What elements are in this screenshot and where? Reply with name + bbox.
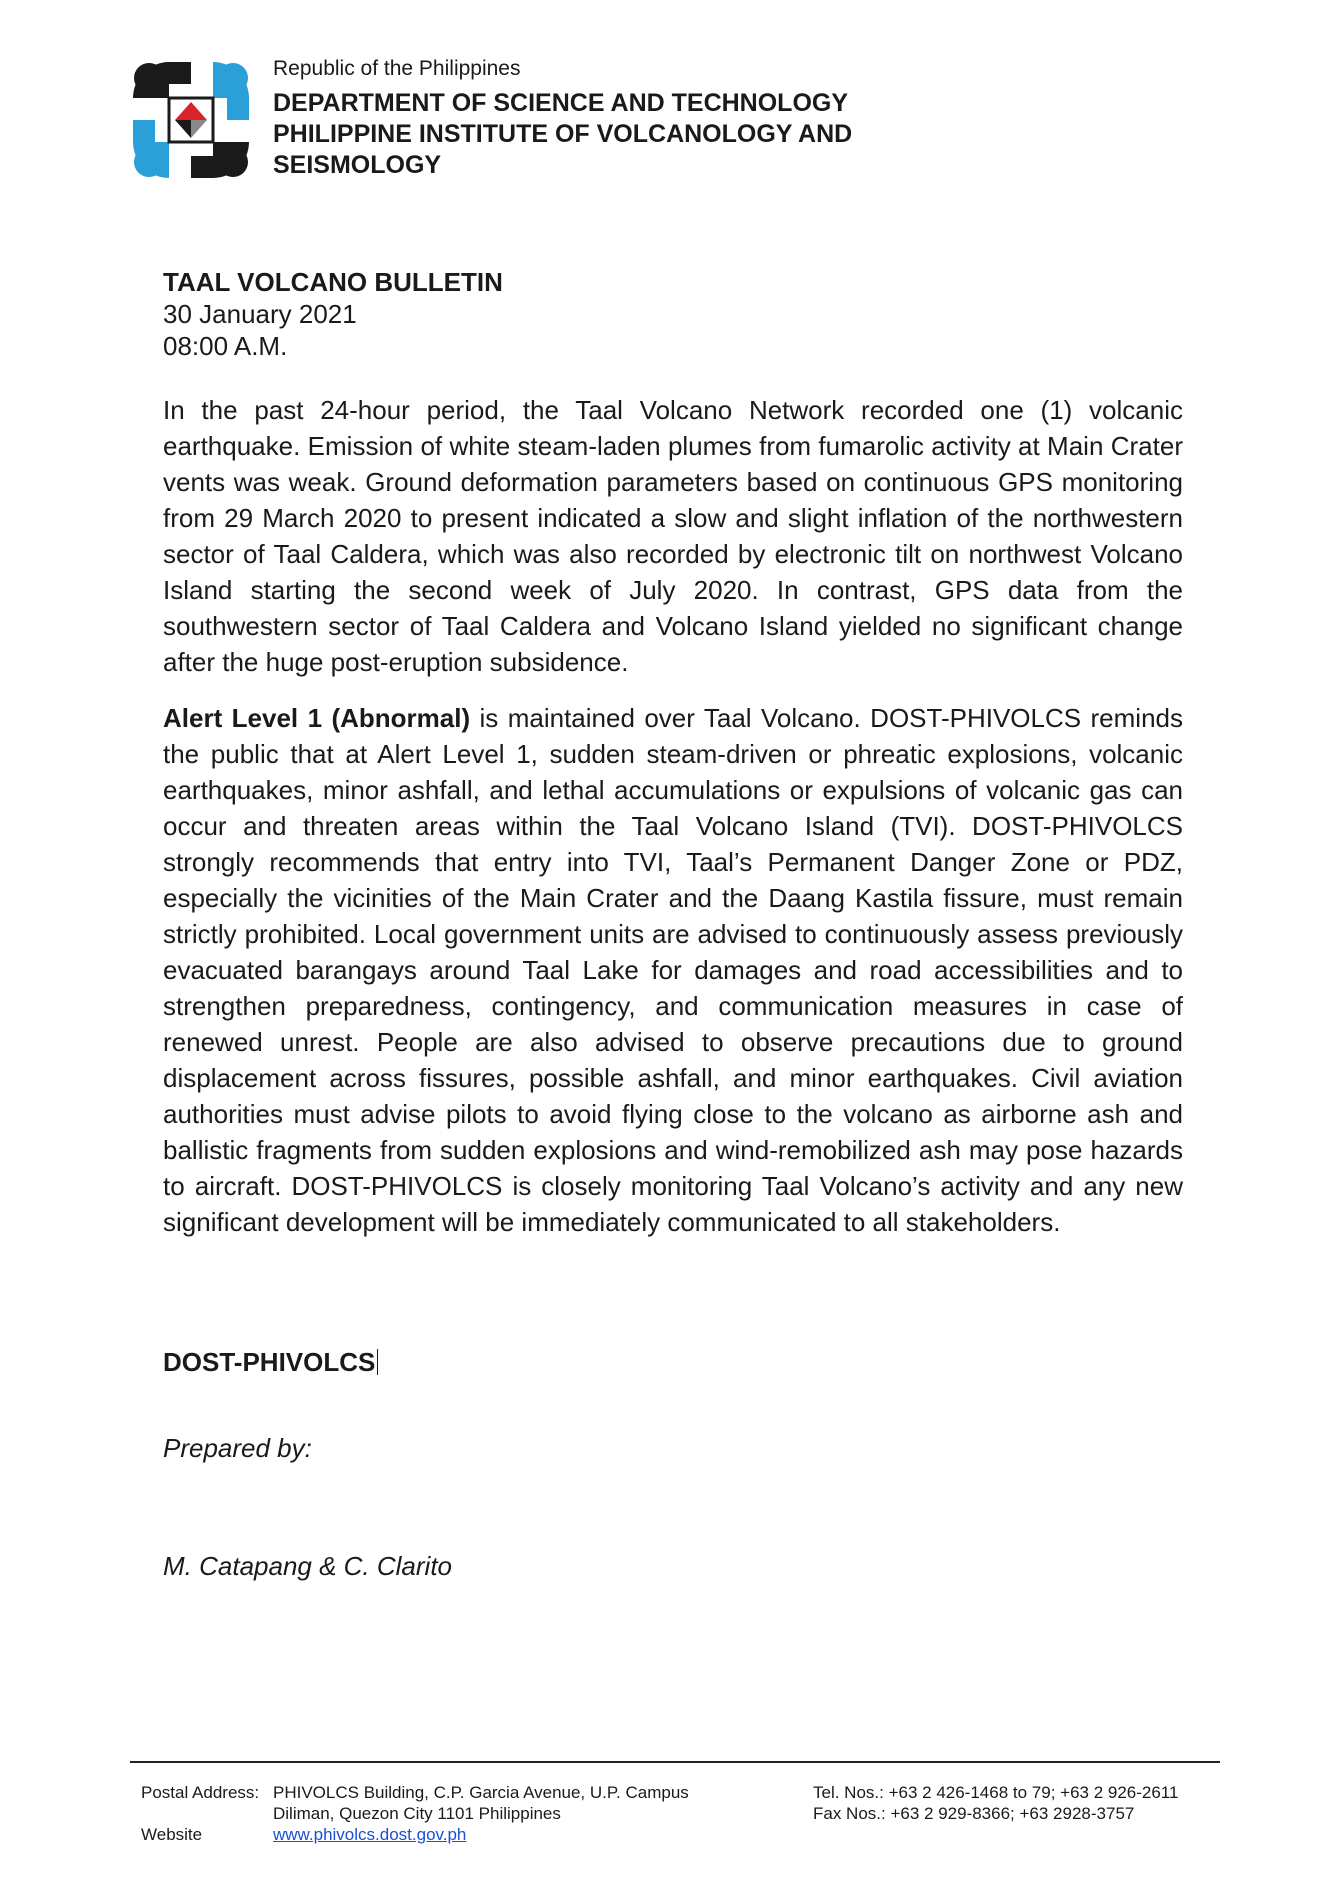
signoff-text: DOST-PHIVOLCS bbox=[163, 1347, 376, 1377]
footer-row-3 bbox=[141, 1824, 1221, 1845]
paragraph-seismic-summary: In the past 24-hour period, the Taal Volcano Network recorded one (1) volcanic earthquake. Emission of white steam-laden plumes from fumarolic activity at Main Crater vents was weak. Ground deformation parameters based on continuous GPS monitoring from 29 March 2020 to present indicated a slow and slight inflation of the northwestern sector of Taal Caldera, which was also recorded by electronic tilt on northwest Volcano Island starting the second week of July 2020. In contrast, GPS data from the southwestern sector of Taal Caldera and Volcano Island yielded no significant change after the huge post-eruption subsidence. bbox=[163, 395, 1183, 677]
phivolcs-logo bbox=[133, 62, 249, 178]
postal-line-2: Diliman, Quezon City 1101 Philippines bbox=[273, 1804, 561, 1823]
department-name: DEPARTMENT OF SCIENCE AND TECHNOLOGY bbox=[273, 89, 849, 117]
fax-numbers: Fax Nos.: +63 2 929-8366; +63 2928-3757 bbox=[813, 1804, 1135, 1823]
tel-numbers: Tel. Nos.: +63 2 426-1468 to 79; +63 2 926-2611 bbox=[813, 1783, 1179, 1802]
bulletin-date: 30 January 2021 bbox=[163, 299, 357, 329]
bulletin-body bbox=[163, 266, 1183, 1608]
bulletin-time: 08:00 A.M. bbox=[163, 331, 288, 361]
postal-line-1: PHIVOLCS Building, C.P. Garcia Avenue, U.P. Campus bbox=[273, 1783, 689, 1802]
prepared-by-label: Prepared by: bbox=[163, 1433, 312, 1463]
letterhead bbox=[273, 56, 973, 181]
footer-row-1 bbox=[141, 1782, 1221, 1803]
alert-level-label: Alert Level 1 (Abnormal) bbox=[163, 703, 471, 733]
authors: M. Catapang & C. Clarito bbox=[163, 1551, 453, 1581]
logo-dot-top-right bbox=[218, 63, 248, 93]
postal-label: Postal Address: bbox=[141, 1783, 260, 1802]
alert-level-body: is maintained over Taal Volcano. DOST-PHIVOLCS reminds the public that at Alert Level 1, sudden steam-driven or phreatic explosions, volcanic earthquakes, minor ashfall, and lethal accumulations or expulsions of volcanic gas can occur and threaten areas within the Taal Volcano Island (TVI). DOST-PHIVOLCS strongly recommends that entry into TVI, Taal’s Permanent Danger Zone or PDZ, especially the vicinities of the Main Crater and the Daang Kastila fissure, must remain strictly prohibited. Local government units are advised to continuously assess previously evacuated barangays around Taal Lake for damages and road accessibilities and to strengthen preparedness, contingency, and communication measures in case of renewed unrest. People are also advised to observe precautions due to ground displacement across fissures, possible ashfall, and minor earthquakes. Civil aviation authorities must advise pilots to avoid flying close to the volcano as airborne ash and ballistic fragments from sudden explosions and wind-remobilized ash may pose hazards to aircraft. DOST-PHIVOLCS is closely monitoring Taal Volcano’s activity and any new significant development will be immediately communicated to all stakeholders. bbox=[163, 703, 1183, 1237]
paragraph-alert-level bbox=[163, 700, 1183, 1240]
website-label: Website bbox=[141, 1825, 203, 1844]
website-link[interactable]: www.phivolcs.dost.gov.ph bbox=[273, 1825, 467, 1844]
footer bbox=[141, 1782, 1221, 1845]
institute-name: PHILIPPINE INSTITUTE OF VOLCANOLOGY AND SEISMOLOGY bbox=[273, 120, 853, 179]
logo-dot-bottom-right bbox=[218, 147, 248, 177]
footer-row-2 bbox=[141, 1803, 1221, 1824]
footer-divider bbox=[130, 1761, 1220, 1763]
logo-dot-top-left bbox=[134, 63, 164, 93]
bulletin-title: TAAL VOLCANO BULLETIN bbox=[163, 267, 503, 297]
signoff bbox=[163, 1346, 1183, 1378]
text-cursor bbox=[377, 1349, 378, 1375]
republic-line: Republic of the Philippines bbox=[273, 57, 521, 80]
logo-dot-bottom-left bbox=[134, 147, 164, 177]
